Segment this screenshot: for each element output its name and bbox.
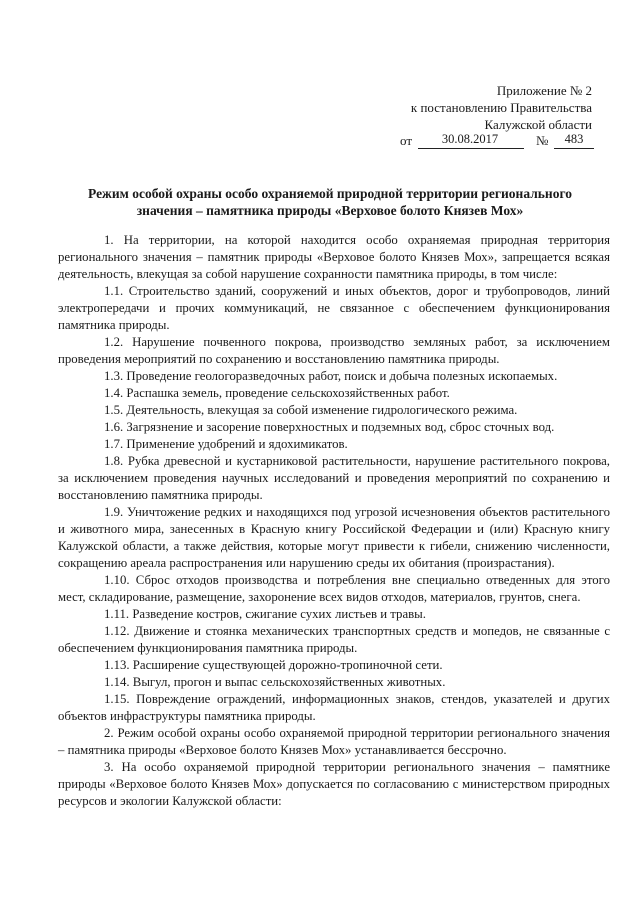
paragraph-1-5: 1.5. Деятельность, влекущая за собой изменение гидрологического режима. [104, 403, 518, 417]
paragraph-1-13: 1.13. Расширение существующей дорожно-тропиночной сети. [104, 658, 443, 672]
decree-date-line [400, 132, 592, 152]
paragraph-1-6: 1.6. Загрязнение и засорение поверхностных и подземных вод, сброс сточных вод. [104, 420, 555, 434]
paragraph-1-2: 1.2. Нарушение почвенного покрова, производство земляных работ, за исключением проведения мероприятий по сохранению и восстановлению памятника природы. [58, 335, 610, 366]
paragraph-1-1: 1.1. Строительство зданий, сооружений и иных объектов, дорог и трубопроводов, линий электропередачи и прочих коммуникаций, не связанное с обеспечением функционирования памятника природы. [58, 284, 610, 332]
date-underline [418, 148, 524, 149]
paragraph-1-3: 1.3. Проведение геологоразведочных работ, поиск и добыча полезных ископаемых. [104, 369, 558, 383]
appendix-number: Приложение № 2 [496, 83, 592, 98]
paragraph-1: 1. На территории, на которой находится особо охраняемая природная территория регионального значения – памятник природы «Верховое болото Князев Мох», запрещается всякая деятельность, влекущая за собой нарушение сохранности памятника природы, в том числе: [58, 233, 610, 281]
paragraph-1-10: 1.10. Сброс отходов производства и потребления вне специально отведенных для этого мест, складирование, размещение, захоронение всех видов отходов, материалов, грунтов, снега. [58, 573, 610, 604]
paragraph-2: 2. Режим особой охраны особо охраняемой природной территории регионального значения – памятника природы «Верховое болото Князев Мох» устанавливается бессрочно. [58, 726, 610, 757]
paragraph-3: 3. На особо охраняемой природной территории регионального значения – памятнике природы «Верховое болото Князев Мох» допускается по согласованию с министерством природных ресурсов и экологии Калужской области: [58, 760, 610, 808]
paragraph-1-8: 1.8. Рубка древесной и кустарниковой растительности, нарушение растительного покрова, за исключением проведения научных исследований и проведения мероприятий по сохранению и восстановлению памятника природы. [58, 454, 610, 502]
number-underline [554, 148, 594, 149]
paragraph-1-4: 1.4. Распашка земель, проведение сельскохозяйственных работ. [104, 386, 450, 400]
document-title: Режим особой охраны особо охраняемой природной территории регионального значения – памятника природы «Верховое болото Князев Мох» [88, 186, 572, 218]
paragraph-1-12: 1.12. Движение и стоянка механических транспортных средств и мопедов, не связанные с обеспечением функционирования памятника природы. [58, 624, 610, 655]
appendix-region: Калужской области [484, 117, 592, 132]
paragraph-1-11: 1.11. Разведение костров, сжигание сухих листьев и травы. [104, 607, 426, 621]
paragraph-1-9: 1.9. Уничтожение редких и находящихся под угрозой исчезновения объектов растительного и животного мира, занесенных в Красную книгу Российской Федерации и (или) Красную книгу Калужской области, а также действия, которые могут привести к гибели, снижению численности, сокращению ареала распространения или нарушению среды их обитания (произрастания). [58, 505, 610, 570]
paragraph-1-15: 1.15. Повреждение ограждений, информационных знаков, стендов, указателей и других объектов инфраструктуры памятника природы. [58, 692, 610, 723]
paragraph-1-7: 1.7. Применение удобрений и ядохимикатов. [104, 437, 348, 451]
document-body [58, 232, 610, 810]
appendix-to-decree: к постановлению Правительства [410, 100, 592, 115]
paragraph-1-14: 1.14. Выгул, прогон и выпас сельскохозяйственных животных. [104, 675, 446, 689]
decree-date: 30.08.2017 [441, 132, 499, 146]
decree-number: 483 [564, 132, 584, 146]
number-prefix: № [536, 133, 549, 148]
date-prefix: от [400, 133, 413, 148]
